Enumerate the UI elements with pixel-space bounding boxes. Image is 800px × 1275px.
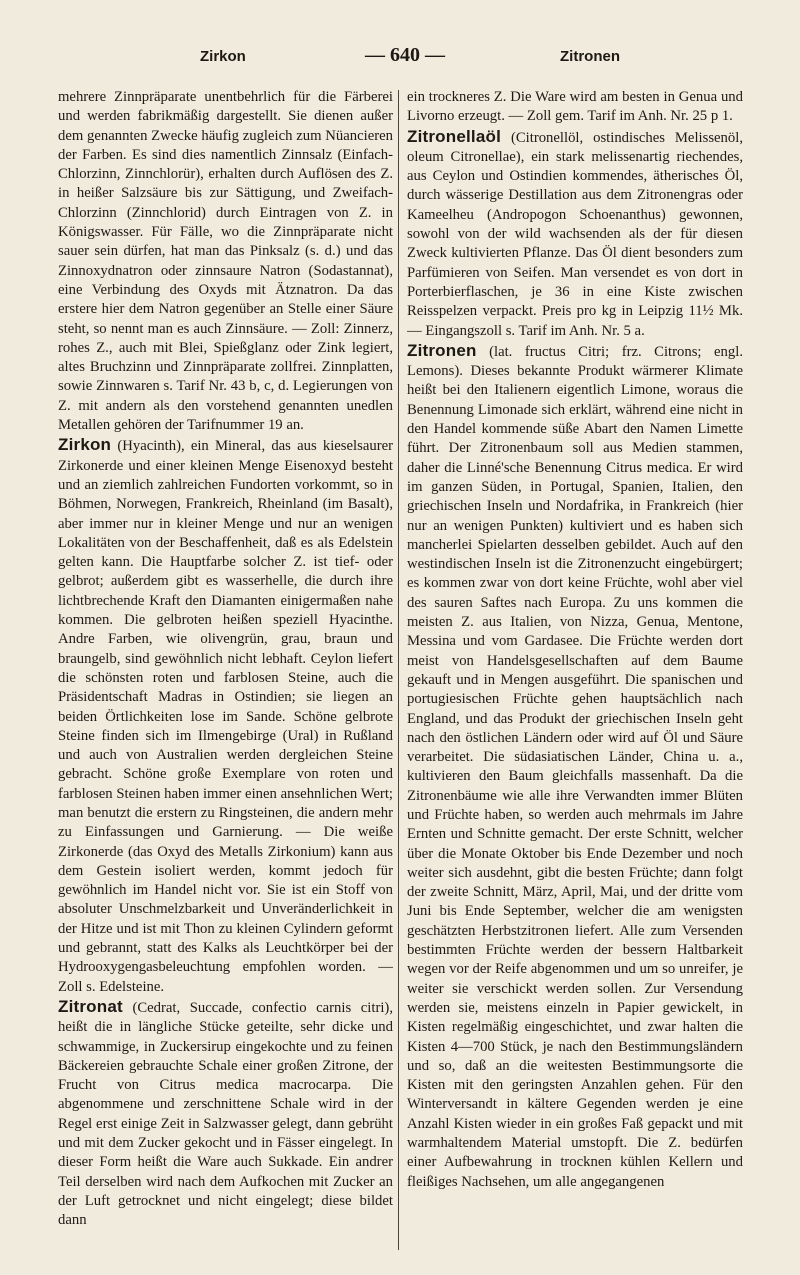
entry-zitronen — [407, 341, 743, 1192]
left-column — [58, 88, 393, 1248]
headword-zirkon: Zirkon — [58, 435, 112, 455]
headword-zitronellaoel: Zitronellaöl — [407, 126, 502, 146]
page-number: — 640 — — [365, 44, 445, 66]
entry-zitronen-text: (lat. fructus Citri; frz. Citrons; engl. Lemons). Dieses bekannte Produkt wärmerer Klimate heißt bei den Italienern eigentlich Limone, woraus die Benennung Limonade sich erklärt, während eine nicht in den Handel kommende süße Abart den Namen Limette führt. Der Zitronenbaum soll aus Medien stammen, daher die Linné'sche Benennung Citrus medica. Er wird im ganzen Süden, in Portugal, Spanien, Italien, den griechischen Inseln und Nordafrika, in Frankreich (hier nur an wenigen Punkten) kultiviert und es haben sich mancherlei Spielarten desselben gebildet. Auch auf den westindischen Inseln ist die Zitronenzucht eingebürgert; es kommen zwar von dort keine Früchte, wohl aber viel des sauren Saftes nach Europa. Zu uns kommen die meisten Z. aus Italien, von Nizza, Genua, Mentone, Messina und vom Gardasee. Die Früchte werden dort meist von Handelsgesellschaften auf dem Baume gekauft und in Mengen ausgeführt. Die spanischen und portugiesischen Früchte gehen hauptsächlich nach England, und das Produkt der griechischen Inseln geht nach den östlichen Ländern oder wird auf Öl und Säure verarbeitet. Die südasiatischen Länder, China u. a., kultivieren den Baum gleichfalls massenhaft. Da die Zitronenbäume wie alle ihre Verwandten immer Blüten und Früchte haben, so werden auch mehrmals im Jahre Ernten und Schnitte gemacht. Der erste Schnitt, welcher über die Monate Oktober bis Ende Dezember und noch weiter sich ausdehnt, gibt die besten Früchte; dann folgt der zweite Schnitt, März, April, Mai, und der dritte vom Juni bis Ende September, welcher die am wenigsten geschätzten Herbstzitronen liefert. Alle zum Versenden bestimmten Früchte werden der bessern Haltbarkeit wegen vor der Reife abgenommen und um so unreifer, je weiter sie verschickt werden sollen. Zur Versendung werden sie, meistens einzeln in Papier gewickelt, in Kisten regelmäßig eingeschichtet, und zwar halten die Kisten 4—700 Stück, je nach den Bestimmungsländern und so, daß an die weitesten Bestimmungsorte die Kisten mit den geringsten Anzahlen gehen. Für den Winterversandt in kältere Gegenden werden je eine Anzahl Kisten wieder in ein großes Faß gepackt und mit warmhaltendem Material umstopft. Die Z. bedürfen einer Aufbewahrung in trocknen kühlen Kellern und fleißiges Nachsehen, um alle angegangenen — [407, 343, 743, 1190]
header-left-keyword: Zirkon — [200, 48, 246, 65]
column-divider — [398, 90, 399, 1250]
entry-zitronat-continuation: ein trockneres Z. Die Ware wird am besten in Genua und Livorno erzeugt. — Zoll gem. Tarif im Anh. Nr. 25 p 1. — [407, 89, 743, 125]
entry-zinn-continuation: mehrere Zinnpräparate unentbehrlich für die Färberei und werden fabrikmäßig dargestellt. Sie dienen außer dem genannten Zwecke häufig zugleich zum Nüancieren der Farben. Es sind dies namentlich Zinnsalz (Einfach-Chlorzinn, Zinnchlorür), erhalten durch Auflösen des Z. in heißer Salzsäure bis zur Sättigung, und Zweifach-Chlorzinn (Zinnchlorid) durch Eintragen von Z. in Königswasser. Für Fälle, wo die Zinnpräparate nicht sauer sein dürfen, hat man das Pinksalz (s. d.) und das Zinnoxydnatron oder zinnsaure Natron (Sodastannat), eine Verbindung des Oxyds mit Ätznatron. Da das erstere hier dem Natron gegenüber an Stelle einer Säure steht, so nennt man es auch Zinnsäure. — Zoll: Zinnerz, rohes Z., auch mit Blei, Spießglanz oder Zink legiert, altes Bruchzinn und Zinnpräparate zollfrei. Zinnplatten, sowie Zinnwaren s. Tarif Nr. 43 b, c, d. Legierungen von Z. mit andern als den vorstehend genannten unedlen Metallen gehören der Tarifnummer 19 an. — [58, 89, 393, 434]
entry-zirkon-text: (Hyacinth), ein Mineral, das aus kieselsaurer Zirkonerde und einer kleinen Menge Eisenoxyd besteht und an ziemlich zahlreichen Fundorten vorkommt, so in Böhmen, Norwegen, Frankreich, Rheinland (im Basalt), aber immer nur in kleiner Menge und nur an wenigen Lokalitäten von der Beschaffenheit, daß es als Edelstein gelten kann. Die Hauptfarbe solcher Z. ist tief- oder gelbrot; außerdem gibt es wasserhelle, die durch ihre lichtbrechende Kraft den Diamanten einigermaßen nahe kommen. Die gelbroten heißen speziell Hyacinthe. Andre Farben, wie olivengrün, grau, braun und braungelb, sind gewöhnlich nicht lebhaft. Ceylon liefert die schönsten roten und farblosen Steine, auch die Präsidentschaft Madras in Ostindien; sie liegen an beiden Örtlichkeiten lose im Sande. Schöne gelbrote Steine finden sich im Ilmengebirge (Ural) in Rußland und auch von Australien werden dergleichen Steine gebracht. Schöne große Exemplare von roten und farblosen Steinen haben immer einen ansehnlichen Wert; man benutzt die erstern zu Ringsteinen, die andern mehr zu Einfassungen und Garnierung. — Die weiße Zirkonerde (das Oxyd des Metalls Zirkonium) kann aus dem Gestein isoliert werden, kommt jedoch für gewöhnlich im Handel nicht vor. Sie ist ein Stoff von absoluter Unschmelzbarkeit und Unveränderlichkeit in der Hitze und ist mit Thon zu kleinen Cylindern geformt und gebrannt, statt des Kalks als Leuchtkörper bei der Hydrooxygengasbeleuchtung empfohlen worden. — Zoll s. Edelsteine. — [58, 438, 393, 995]
entry-zitronat-text: (Cedrat, Succade, confectio carnis citri), heißt die in längliche Stücke geteilte, sehr dicke und schwammige, in Zuckersirup eingekochte und zu feinen Bäckereien gebrauchte Schale einer großen Zitrone, der Frucht von Citrus medica macrocarpa. Die abgenommene und zerschnittene Schale wird in der Regel erst einige Zeit in Salzwasser gelegt, dann gebrüht und mit dem Zucker gekocht und in Fässer eingelegt. In dieser Form heißt die Ware auch Sukkade. Ein andrer Teil derselben wird nach dem Aufkochen mit Zucker an der Luft getrocknet und nicht eingelegt; diese bildet dann — [58, 999, 393, 1229]
entry-zirkon — [58, 435, 393, 997]
page-header — [60, 44, 750, 74]
entry-zitronat — [58, 997, 393, 1231]
header-right-keyword: Zitronen — [560, 48, 620, 65]
right-column — [407, 88, 743, 1248]
entry-zitronellaoel — [407, 127, 743, 341]
headword-zitronen: Zitronen — [407, 340, 477, 360]
headword-zitronat: Zitronat — [58, 996, 123, 1016]
entry-zitronellaoel-text: (Citronellöl, ostindisches Melissenöl, oleum Citronellae), ein stark melissenartig riechendes, aus Ceylon und Ostindien kommendes, ätherisches Öl, durch wässerige Destillation aus dem Zitronengras oder Kameelheu (Andropogon Schoenanthus) gewonnen, sowohl von der wild wachsenden als der für diesen Zweck kultivierten Pflanze. Das Öl dient besonders zum Parfümieren von Seifen. Man versendet es von dort in Porterbierflaschen, je 36 in eine Kiste zwischen Reisspelzen verpackt. Preis pro kg in Leipzig 11½ Mk. — Eingangszoll s. Tarif im Anh. Nr. 5 a. — [407, 129, 743, 339]
